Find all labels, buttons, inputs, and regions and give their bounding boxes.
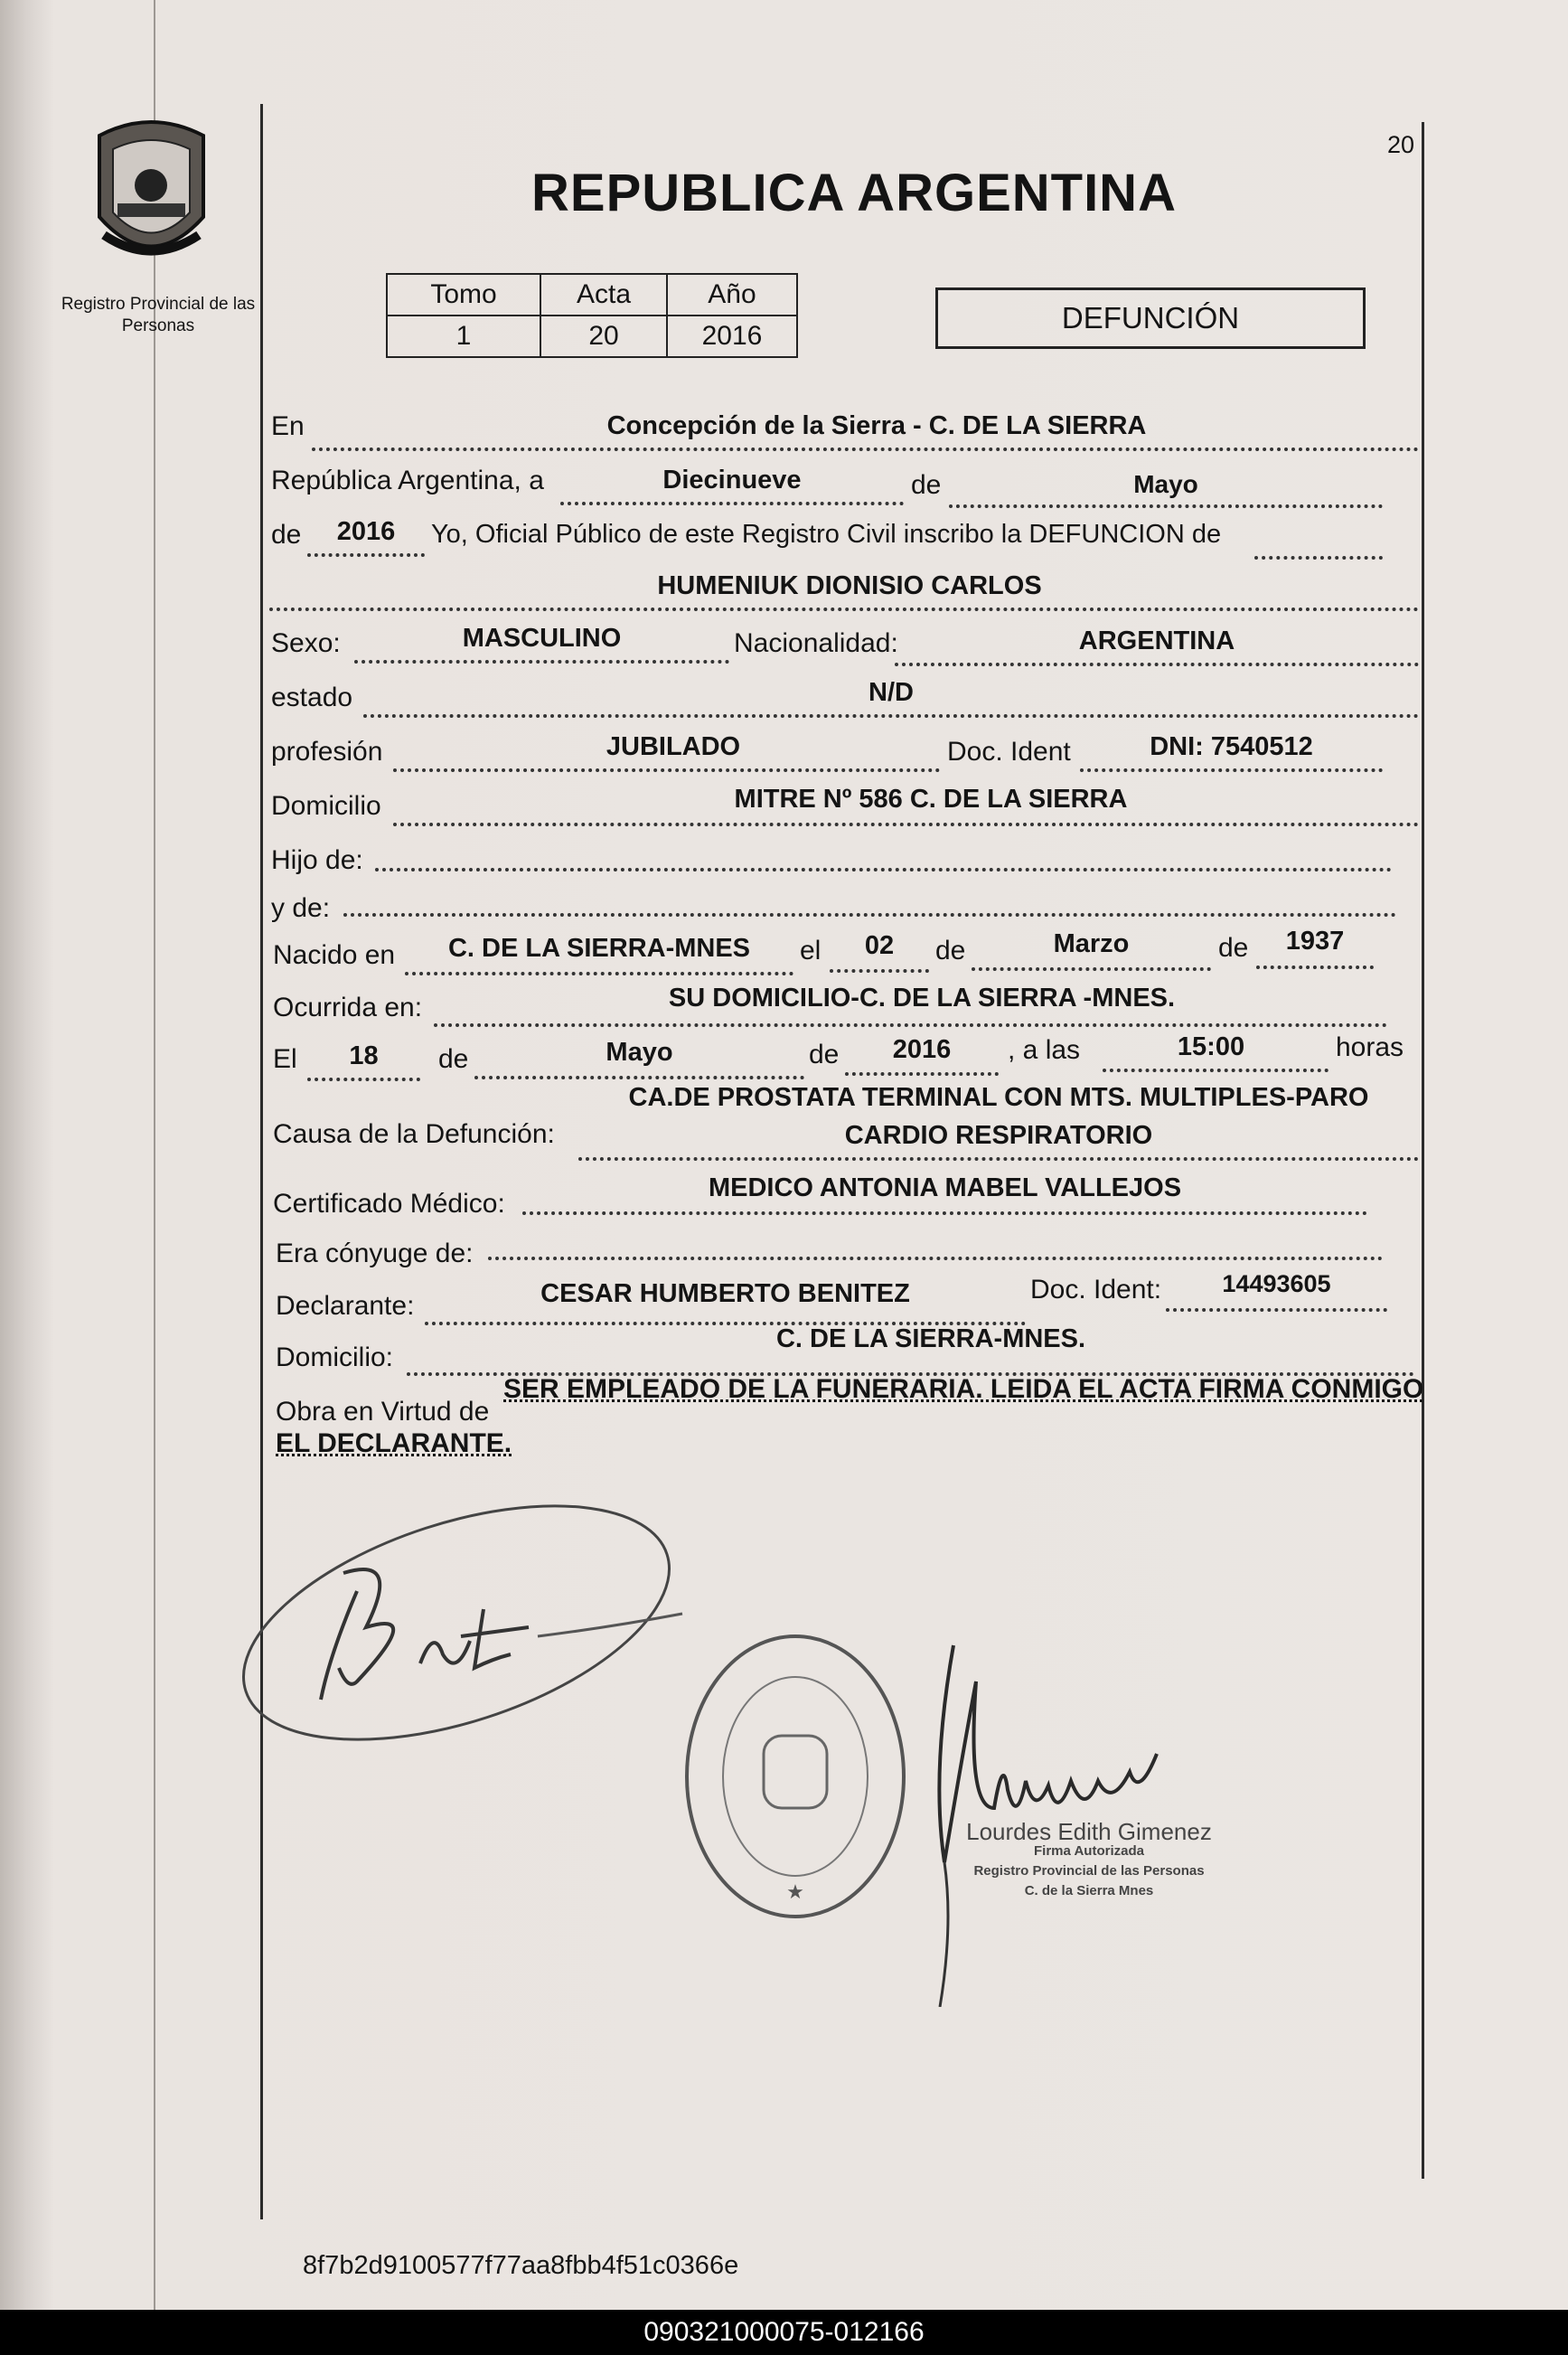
domicilio-label: Domicilio: [271, 791, 381, 821]
en-label: En: [271, 411, 305, 441]
conyuge-label: Era cónyuge de:: [276, 1239, 474, 1268]
def-mes-value: Mayo: [606, 1038, 673, 1067]
yde-line: [343, 913, 1396, 917]
left-border-line: [260, 104, 263, 2219]
anio-value: 2016: [336, 517, 396, 546]
certificado-line: [522, 1211, 1367, 1215]
signer-role: Firma Autorizada: [1034, 1843, 1144, 1859]
table-header-row: [387, 274, 797, 316]
signer-name: Lourdes Edith Gimenez: [966, 1818, 1212, 1845]
causa-line: [578, 1157, 1419, 1161]
de2-label: de: [271, 520, 302, 550]
obra-line1: SER EMPLEADO DE LA FUNERARIA. LEIDA EL ACTA FIRMA CONMIGO: [503, 1374, 1424, 1404]
mes-line: [949, 504, 1383, 508]
hora-value: 15:00: [1177, 1032, 1245, 1061]
domicilio2-value: C. DE LA SIERRA-MNES.: [775, 1324, 1086, 1353]
certificado-label: Certificado Médico:: [273, 1189, 505, 1219]
registro-label: Registro Provincial de las Personas: [61, 295, 256, 335]
footer-code-bar: 090321000075-012166: [0, 2310, 1568, 2355]
docident-line: [1080, 768, 1383, 772]
def-anio-line: [845, 1072, 999, 1076]
def-mes-line: [474, 1076, 804, 1079]
estado-label: estado: [271, 683, 353, 712]
nacido-value: C. DE LA SIERRA-MNES: [447, 934, 751, 963]
misiones-emblem-icon: [86, 118, 217, 276]
tomo-header: Tomo: [387, 274, 540, 316]
inscribo-label: Yo, Oficial Público de este Registro Civil inscribo la DEFUNCION de: [431, 520, 1222, 549]
nac-anio-line: [1256, 966, 1374, 969]
el2-label: El: [273, 1044, 297, 1074]
nombre-line: [269, 608, 1419, 611]
domicilio-value: MITRE Nº 586 C. DE LA SIERRA: [734, 785, 1128, 814]
republica-label: República Argentina, a: [271, 466, 544, 495]
nac-dia-value: 02: [864, 931, 895, 960]
nac-mes-line: [972, 967, 1211, 971]
declarante-label: Declarante:: [276, 1291, 415, 1321]
nacido-line: [405, 972, 793, 975]
anio-line: [307, 553, 425, 557]
document-title: REPUBLICA ARGENTINA: [531, 164, 1177, 222]
oficial-signature: [913, 1627, 1211, 2007]
profesion-label: profesión: [271, 737, 383, 767]
de6-label: de: [809, 1040, 840, 1069]
signer-office-line2: C. de la Sierra Mnes: [1024, 1883, 1154, 1898]
dia-value: Diecinueve: [662, 466, 802, 495]
en-value: Concepción de la Sierra - C. DE LA SIERRA: [606, 411, 1147, 440]
ocurrida-label: Ocurrida en:: [273, 993, 423, 1022]
ano-value: 2016: [667, 316, 797, 357]
table-value-row: [387, 316, 797, 357]
profesion-line: [393, 768, 940, 772]
docident2-value: 14493605: [1222, 1270, 1331, 1297]
estado-value: N/D: [869, 678, 914, 707]
signer-office-line1: Registro Provincial de las Personas: [973, 1863, 1205, 1879]
svg-text:★: ★: [786, 1880, 804, 1903]
obra-label: Obra en Virtud de: [276, 1397, 490, 1427]
dia-line: [560, 502, 904, 505]
hora-line: [1103, 1069, 1329, 1072]
causa-label: Causa de la Defunción:: [273, 1119, 555, 1149]
domicilio-line: [393, 823, 1419, 826]
tomo-value: 1: [387, 316, 540, 357]
nac-mes-value: Marzo: [1053, 929, 1130, 958]
nac-dia-line: [830, 969, 929, 973]
nacionalidad-value: ARGENTINA: [1078, 626, 1235, 655]
defuncion-box: DEFUNCIÓN: [935, 287, 1366, 349]
sexo-line: [354, 660, 729, 664]
ocurrida-line: [434, 1023, 1387, 1027]
inscribo-line: [1254, 556, 1383, 560]
declarante-signature: [230, 1474, 700, 1772]
docident-value: DNI: 7540512: [1150, 732, 1313, 761]
nacionalidad-label: Nacionalidad:: [734, 628, 898, 658]
sexo-value: MASCULINO: [462, 624, 622, 653]
hijo-line: [375, 868, 1392, 871]
estado-line: [363, 714, 1419, 718]
declarante-value: CESAR HUMBERTO BENITEZ: [540, 1279, 910, 1308]
hijo-label: Hijo de:: [271, 845, 363, 875]
ano-header: Año: [667, 274, 797, 316]
document-hash: 8f7b2d9100577f77aa8fbb4f51c0366e: [303, 2251, 739, 2280]
signature-block: [926, 1818, 1252, 1901]
nac-anio-value: 1937: [1285, 927, 1345, 956]
en-line: [312, 447, 1419, 451]
binding-edge: [154, 0, 155, 2310]
profesion-value: JUBILADO: [606, 732, 741, 761]
acta-header: Acta: [540, 274, 667, 316]
right-border-line: [1422, 122, 1424, 2179]
de5-label: de: [438, 1044, 469, 1074]
horas-label: horas: [1336, 1032, 1404, 1062]
yde-label: y de:: [271, 893, 331, 923]
nacido-label: Nacido en: [273, 940, 396, 970]
docident2-line: [1166, 1308, 1387, 1312]
causa-line2: CARDIO RESPIRATORIO: [844, 1121, 1153, 1150]
el-label: el: [800, 936, 822, 966]
nacionalidad-line: [895, 663, 1419, 666]
de3-label: de: [935, 936, 966, 966]
def-dia-line: [307, 1078, 420, 1081]
certificado-value: MEDICO ANTONIA MABEL VALLEJOS: [708, 1173, 1182, 1202]
tomo-acta-ano-table: [386, 273, 798, 358]
obra-line2: EL DECLARANTE.: [276, 1428, 512, 1458]
def-anio-value: 2016: [892, 1035, 952, 1064]
acta-value: 20: [540, 316, 667, 357]
def-dia-value: 18: [349, 1041, 379, 1070]
domicilio2-label: Domicilio:: [276, 1342, 394, 1372]
de4-label: de: [1218, 933, 1249, 963]
docident-label: Doc. Ident: [947, 737, 1071, 767]
official-stamp: [678, 1627, 913, 1926]
mes-value: Mayo: [1133, 470, 1198, 498]
docident2-label: Doc. Ident:: [1030, 1275, 1162, 1305]
alas-label: , a las: [1008, 1035, 1081, 1065]
ocurrida-value: SU DOMICILIO-C. DE LA SIERRA -MNES.: [668, 984, 1176, 1013]
de1-label: de: [911, 470, 942, 500]
causa-line1: CA.DE PROSTATA TERMINAL CON MTS. MULTIPLES-PARO: [628, 1083, 1369, 1112]
nombre-value: HUMENIUK DIONISIO CARLOS: [657, 571, 1042, 600]
page-number: 20: [1387, 131, 1415, 158]
conyuge-line: [488, 1257, 1383, 1260]
sexo-label: Sexo:: [271, 628, 341, 658]
